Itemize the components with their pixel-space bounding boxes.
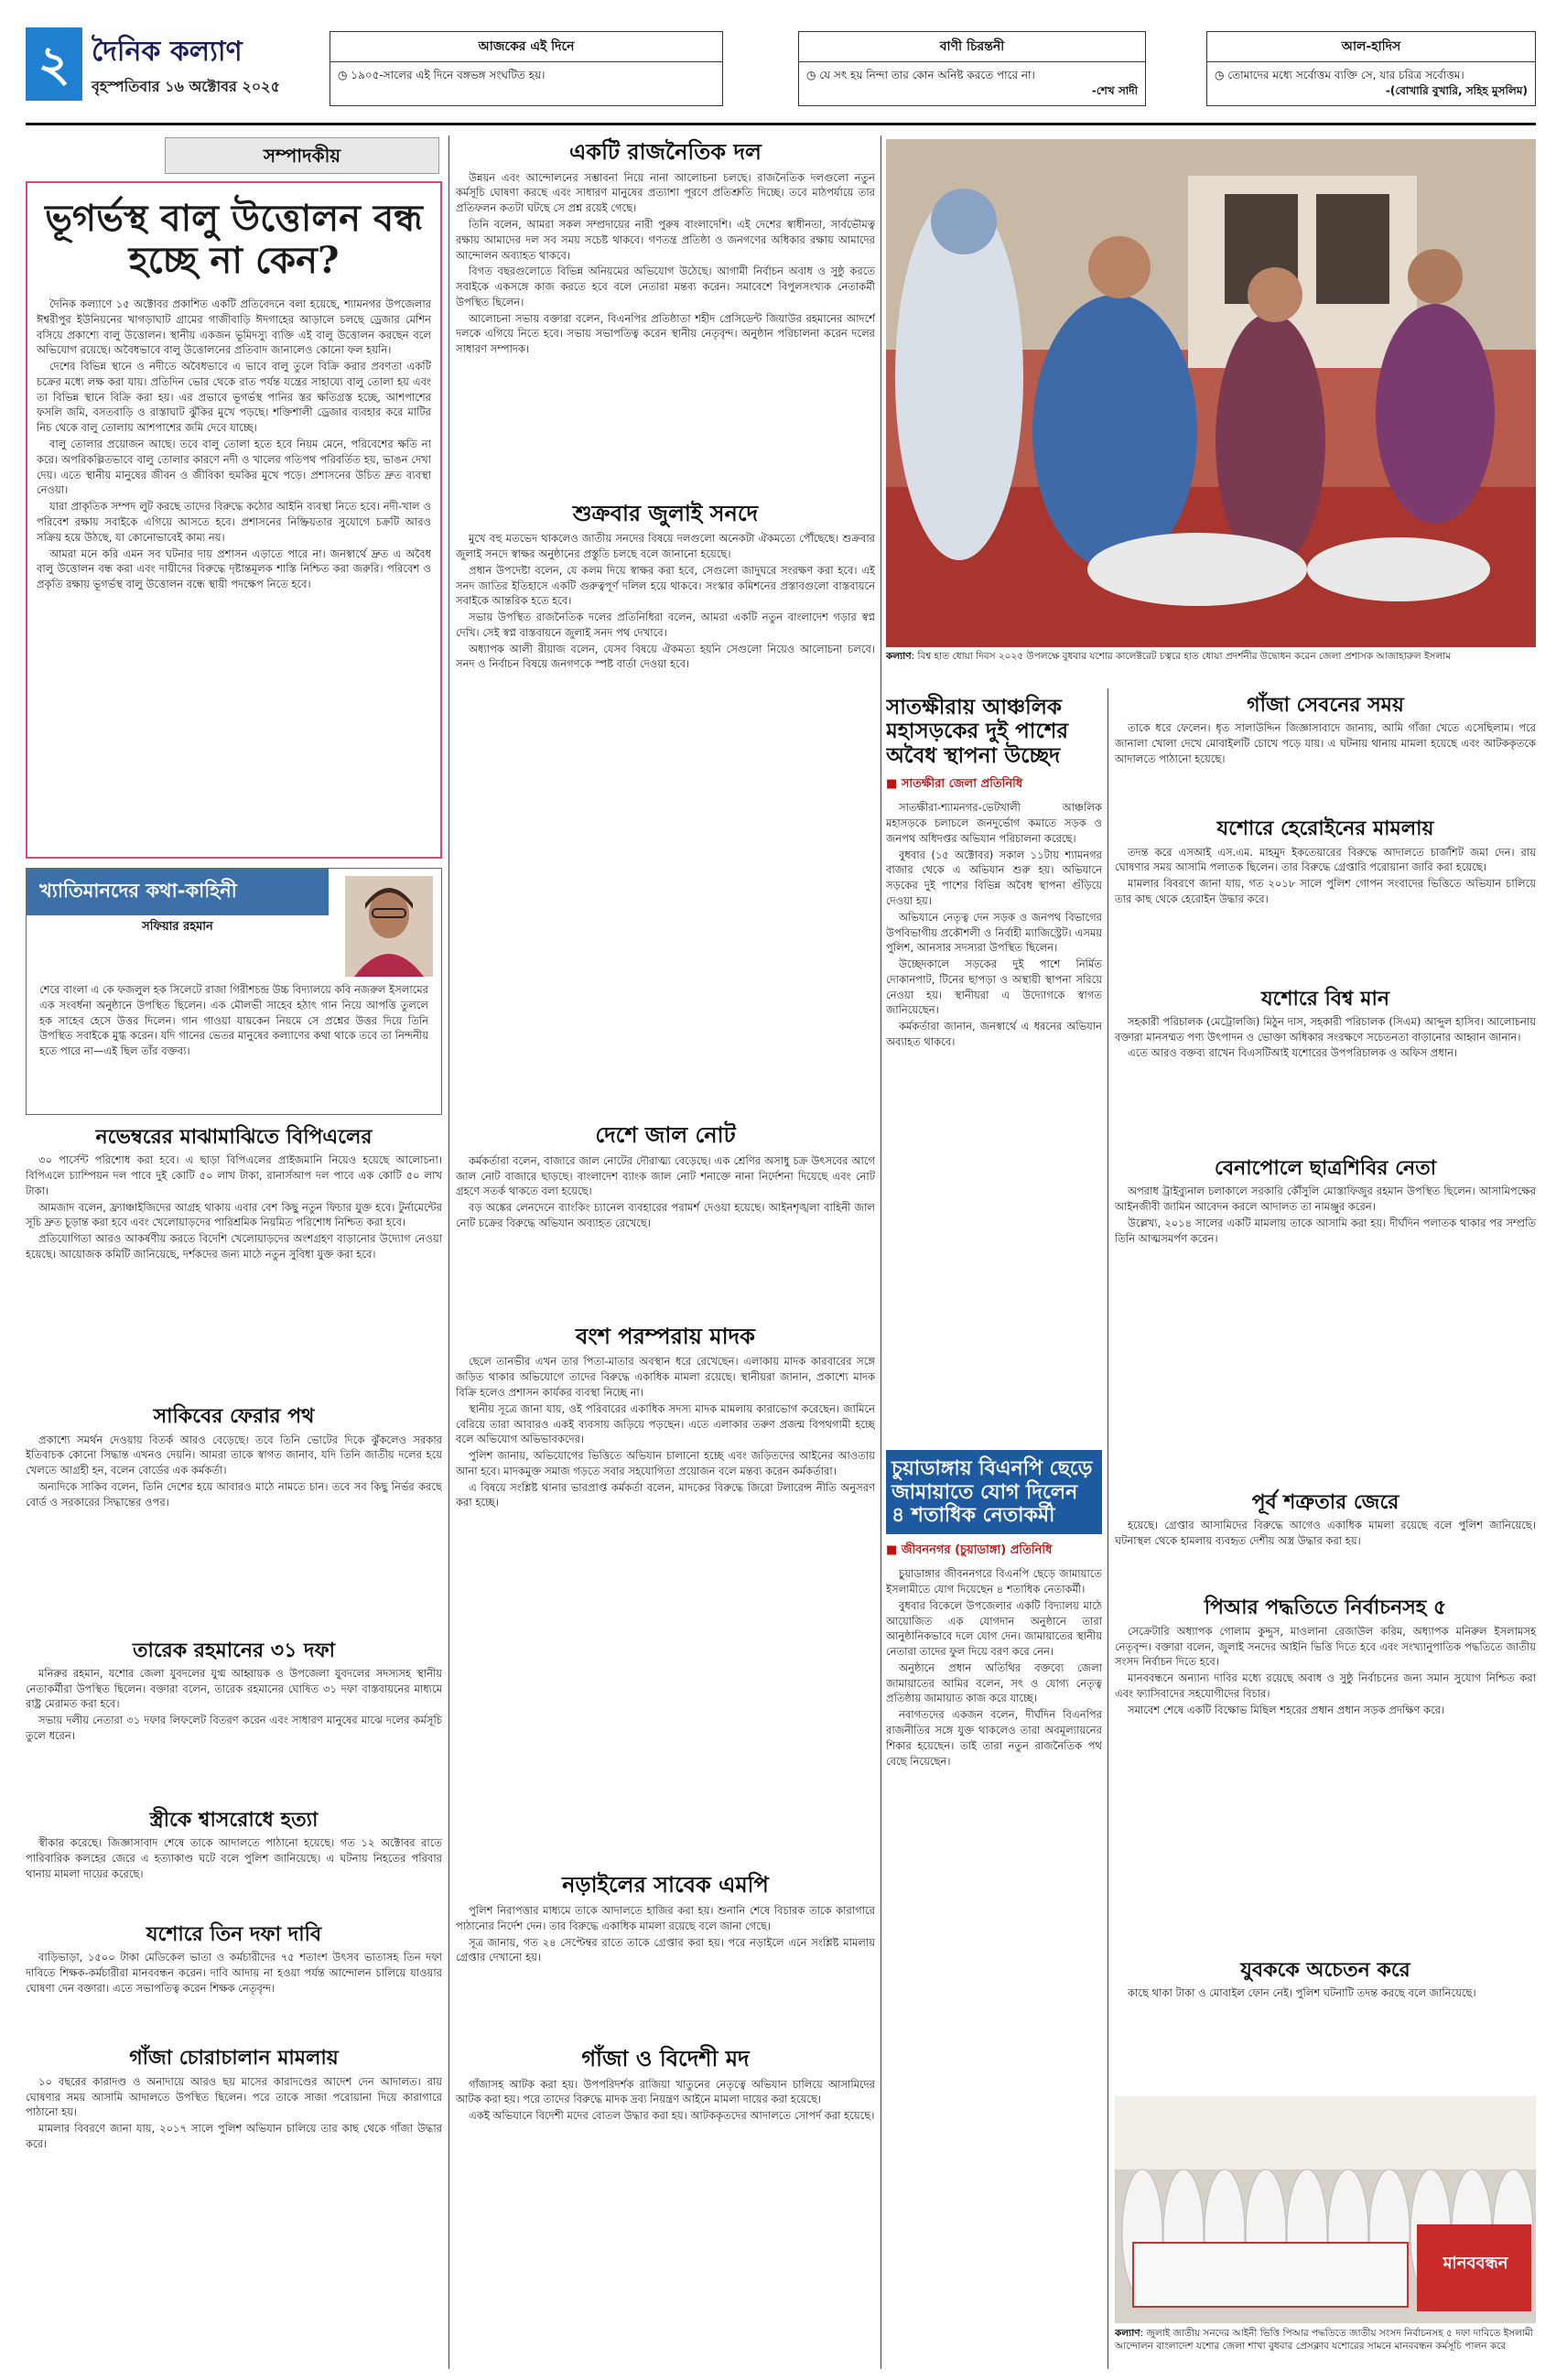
bullet-icon: ◷ (806, 69, 820, 81)
paragraph: মানববন্ধনে অন্যান্য দাবির মধ্যে রয়েছে অবাধ ও সুষ্ঠু নির্বাচনের জন্য সমান সুযোগ নিশ্চিত করা এবং ফ্যাসিবাদের সহযোগীদের বিচার। (1115, 1671, 1536, 1700)
article-title: যশোরে হেরোইনের মামলায় (1216, 817, 1434, 841)
article-body (1115, 1184, 1536, 1486)
second-body (886, 1566, 1102, 2225)
paragraph: প্রকাশ্যে সমর্থন দেওয়ায় বিতর্ক আরও বেড়েছে। তবে তিনি ভোটের দিকে ঝুঁকলেও সরকার ইতিবাচক কোনো সিদ্ধান্ত এখনও দেয়নি। আমরা তাকে স্বাগত জানাব, যদি তিনি জাতীয় দলের হয়ে খেলতে আগ্রহী হন, বলেন বোর্ডের এক কর্মকর্তা। (26, 1433, 442, 1477)
paragraph: উল্লেখ্য, ২০১৪ সালের একটি মামলায় তাকে আসামি করা হয়। দীর্ঘদিন পলাতক থাকার পর সম্প্রতি তিনি আত্মসমর্পণ করেন। (1115, 1216, 1536, 1245)
paragraph: মামলার বিবরণে জানা যায়, ২০১৭ সালে পুলিশ অভিযান চালিয়ে তার কাছ থেকে গাঁজা উদ্ধার করে। (26, 2122, 442, 2150)
article-title: যুবককে অচেতন করে (1240, 1957, 1410, 1982)
article-title: তারেক রহমানের ৩১ দফা (132, 1638, 336, 1662)
paragraph: অধ্যাপক আলী রীয়াজ বলেন, যেসব বিষয়ে ঐকমত্য হয়নি সেগুলো নিয়েও আলোচনা চলবে। সনদ ও নির্বাচন বিষয়ে জনগণকে স্পষ্ট বার্তা দেওয়া হবে। (456, 642, 875, 671)
column-box (26, 868, 442, 1115)
article-title: বংশ পরম্পরায় মাদক (576, 1322, 755, 1349)
paragraph: সাতক্ষীরা-শ্যামনগর-ভেটখালী আঞ্চলিক মহাসড়কে চলাচলে জনদুর্ভোগ কমাতে সড়ক ও জনপথ অধিদপ্তর অভিযান পরিচালনা করেছে। (886, 801, 1102, 845)
article-body (456, 2077, 875, 2214)
author-photo (345, 876, 433, 977)
paragraph: নবাগতদের একজন বলেন, দীর্ঘদিন বিএনপির রাজনীতির সঙ্গে যুক্ত থাকলেও তারা অবমূল্যায়নের শিকার হয়েছেন। তাই তারা নতুন রাজনৈতিক পথ বেছে নিয়েছেন। (886, 1708, 1102, 1768)
paragraph: দৈনিক কল্যাণে ১৫ অক্টোবর প্রকাশিত একটি প্রতিবেদনে বলা হয়েছে, শ্যামনগর উপজেলার ঈশ্বরীপুর ইউনিয়নের খাগড়াঘাট গ্রামের গাজীবাড়ি ঈদগাহের আড়ালে চলছে ড্রেজার মেশিন বসিয়ে প্রকাশ্যে বালু উত্তোলন। স্থানীয় একজন ভূমিদস্যু ব্যক্তি এই বালু উত্তোলন করছেন বলে অভিযোগ রয়েছে। অবৈধভাবে বালু উত্তোলনের প্রতিবাদ জানালেও কোনো ফল হয়নি। (37, 298, 431, 357)
paragraph: দেশের বিভিন্ন স্থানে ও নদীতে অবৈধভাবে এ ভাবে বালু তুলে বিক্রি করার প্রবণতা একটি চক্রের মধ্যে লক্ষ করা যায়। প্রতিদিন ভোর থেকে রাত পর্যন্ত যন্ত্রের সাহায্যে বালু তোলা হয় এবং তা বিভিন্ন স্থানে বিক্রি করা হয়। এর প্রভাবে ভূগর্ভস্থ পানির স্তর ক্ষতিগ্রস্ত হচ্ছে, আশপাশের ফসলি জমি, বসতবাড়ি ও রাস্তাঘাট ঝুঁকির মুখে পড়ছে। শক্তিশালী ড্রেজার ব্যবহার করে মাটির নিচ থেকে বালু তোলায় আশপাশের জমি দেবে যাচ্ছে। (37, 360, 431, 435)
paragraph: এতে আরও বক্তব্য রাখেন বিএসটিআই যশোরের উপপরিচালক ও অফিস প্রধান। (1128, 1046, 1458, 1060)
article-body (1115, 1518, 1536, 1591)
article-body (26, 2074, 442, 2184)
article-body (456, 1903, 875, 2040)
box-text: তোমাদের মধ্যে সর্বোত্তম ব্যক্তি সে, যার চরিত্র সর্বোত্তম। (1227, 69, 1464, 81)
column-divider (448, 135, 449, 2369)
paragraph: সভায় দলীয় নেতারা ৩১ দফার লিফলেট বিতরণ করেন এবং সাধারণ মানুষের মাঝে দলের কর্মসূচি তুলে ধরেন। (26, 1714, 442, 1743)
paragraph: অপরাধ ট্রাইব্যুনাল চলাকালে সরকারি কৌঁসুলি মোস্তাফিজুর রহমান উপস্থিত ছিলেন। আসামিপক্ষের আইনজীবী জামিন আবেদন করলে আদালত তা নামঞ্জুর করেন। (1115, 1185, 1536, 1213)
article-title: নভেম্বরের মাঝামাঝিতে বিপিএলের (95, 1125, 373, 1149)
paragraph: মামলার বিবরণে জানা যায়, গত ২০১৮ সালে পুলিশ গোপন সংবাদের ভিত্তিতে অভিযান চালিয়ে তার কাছ থেকে হেরোইন উদ্ধার করে। (1115, 877, 1536, 905)
paragraph: এ বিষয়ে সংশ্লিষ্ট থানার ভারপ্রাপ্ত কর্মকর্তা বলেন, মাদকের বিরুদ্ধে জিরো টলারেন্স নীতি অনুসরণ করা হচ্ছে। (456, 1480, 875, 1509)
article-title: বেনাপোলে ছাত্রশিবির নেতা (1214, 1155, 1437, 1180)
editorial-title: ভূগর্ভস্থ বালু উত্তোলন বন্ধ হচ্ছে না কেন? (45, 197, 423, 282)
editorial-body (37, 297, 431, 855)
article-title: শুক্রবার জুলাই সনদে (572, 499, 759, 526)
box-attribution: -শেখ সাদী (1091, 84, 1138, 98)
masthead-rule (26, 123, 1536, 125)
article-body (26, 1666, 442, 1803)
paragraph: প্রধান উপদেষ্টা বলেন, যে কলম দিয়ে স্বাক্ষর করা হবে, সেগুলো জাদুঘরে সংরক্ষণ করা হবে। এই সনদ জাতির ইতিহাসে একটি গুরুত্বপূর্ণ দলিল হয়ে থাকবে। সংস্কার কমিশনের প্রস্তাবগুলো বাস্তবায়নে সবাইকে আন্তরিক হতে হবে। (456, 563, 875, 608)
hadith-box (1206, 31, 1536, 106)
box-text: ১৯০৫-সালের এই দিনে বঙ্গভঙ্গ সংঘটিত হয়। (351, 69, 546, 81)
column-author: সফিয়ার রহমান (142, 920, 213, 934)
article-body (1115, 1014, 1536, 1152)
caption-text: : বিশ্ব হাত ধোয়া দিবস ২০২৫ উপলক্ষে বুধবার যশোর কালেক্টরেট চত্বরে হাত ধোয়া প্রদর্শনীর উদ্বোধন করেন জেলা প্রশাসক আজাহারুল ইসলাম (911, 651, 1452, 662)
article-title: গাঁজা চোরাচালান মামলায় (129, 2046, 339, 2071)
human-chain-photo (1115, 2096, 1536, 2323)
paragraph: স্বীকার করেছে। জিজ্ঞাসাবাদ শেষে তাকে আদালতে পাঠানো হয়েছে। গত ১২ অক্টোবর রাতে পারিবারিক কলহের জেরে এ হত্যাকাণ্ড ঘটে বলে পুলিশ জানিয়েছে। এ ঘটনায় নিহতের পরিবার থানায় মামলা দায়ের করেছে। (26, 1836, 442, 1880)
paragraph: পুলিশ নিরাপত্তার মাধ্যমে তাকে আদালতে হাজির করা হয়। শুনানি শেষে বিচারক তাকে কারাগারে পাঠানোর নির্দেশ দেন। তার বিরুদ্ধে একাধিক মামলা রয়েছে বলে জানা গেছে। (456, 1903, 875, 1932)
article-body (26, 1433, 442, 1634)
paragraph: অন্যদিকে সাকিব বলেন, তিনি দেশের হয়ে আবারও মাঠে নামতে চান। তবে সব কিছু নির্ভর করছে বোর্ড ও সরকারের সিদ্ধান্তের ওপর। (26, 1479, 442, 1509)
article-body (26, 1152, 442, 1400)
paragraph: পুলিশ জানায়, অভিযোগের ভিত্তিতে অভিযান চালানো হচ্ছে এবং জড়িতদের আইনের আওতায় আনা হবে। মাদকমুক্ত সমাজ গড়তে সবার সহযোগিতা প্রয়োজন বলে মন্তব্য করেন কর্মকর্তারা। (456, 1449, 875, 1477)
paragraph: উন্নয়ন এবং আন্দোলনের সম্ভাবনা নিয়ে নানা আলোচনা চলছে। রাজনৈতিক দলগুলো নতুন কর্মসূচি ঘোষণা করছে এবং সাধারণ মানুষের প্রত্যাশা পূরণে প্রতিশ্রুতি দিচ্ছে। তবে মাঠপর্যায়ে তার প্রতিফলন কতটা ঘটছে সে প্রশ্ন রয়েই গেছে। (456, 170, 875, 215)
paragraph: অনুষ্ঠানে প্রধান অতিথির বক্তব্যে জেলা জামায়াতের আমির বলেন, সৎ ও যোগ্য নেতৃত্ব প্রতিষ্ঠায় জামায়াত কাজ করে যাচ্ছে। (886, 1661, 1102, 1705)
paragraph: একই অভিযানে বিদেশী মদের বোতল উদ্ধার করা হয়। আটককৃতদের আদালতে সোপর্দ করা হয়েছে। (469, 2109, 875, 2123)
article-title: গাঁজা ও বিদেশী মদ (581, 2044, 750, 2072)
article-title: যশোরে বিশ্ব মান (1261, 986, 1389, 1011)
article-body (456, 531, 875, 1117)
box-title: আজকের এই দিনে (330, 32, 722, 62)
paragraph: আলোচনা সভায় বক্তারা বলেন, বিএনপির প্রতিষ্ঠাতা শহীদ প্রেসিডেন্ট জিয়াউর রহমানের আদর্শে দলকে এগিয়ে নিতে হবে। সভায় সভাপতিত্ব করেন স্থানীয় নেতৃবৃন্দ। অনুষ্ঠান পরিচালনা করেন দলের সাধারণ সম্পাদক। (456, 311, 875, 356)
paragraph: সমাবেশ শেষে একটি বিক্ষোভ মিছিল শহরের প্রধান প্রধান সড়ক প্রদক্ষিণ করে। (1128, 1703, 1445, 1716)
banner-text: মানববন্ধন (1443, 2254, 1508, 2273)
article-title: সাকিবের ফেরার পথ (153, 1404, 315, 1429)
article-body (1115, 720, 1536, 812)
quote-box (798, 31, 1146, 106)
editorial-box (26, 181, 442, 859)
clock-icon: ◷ (338, 69, 351, 81)
article-body (456, 1153, 875, 1318)
article-title: দেশে জাল নোট (595, 1121, 736, 1149)
paragraph: আমরা মনে করি এমন সব ঘটনার দায় প্রশাসন এড়াতে পারে না। জনস্বার্থে দ্রুত এ অবৈধ বালু উত্তোলন বন্ধ করা এবং দায়ীদের বিরুদ্ধে দৃষ্টান্তমূলক শাস্তি নিশ্চিত করা জরুরি। পরিবেশ ও প্রকৃতি রক্ষায় ভূগর্ভস্থ বালু উত্তোলন বন্ধে স্থায়ী পদক্ষেপ নিতে হবে। (37, 546, 431, 591)
lead-title: সাতক্ষীরায় আঞ্চলিক মহাসড়কের দুই পাশের অবৈধ স্থাপনা উচ্ছেদ (886, 695, 1068, 768)
paragraph: আমজাদ বলেন, ফ্র্যাঞ্চাইজিদের আগ্রহ থাকায় এবার বেশ কিছু নতুন ফিচার যুক্ত হবে। টুর্নামেন্টের সূচি দ্রুত চূড়ান্ত করা হবে এবং খেলোয়াড়দের পারিশ্রমিক নিয়মিত পরিশোধ নিশ্চিত করা হবে। (26, 1200, 442, 1229)
paragraph: তদন্ত করে এসআই এস.এম. মাহমুদ ইকতেয়ারের বিরুদ্ধে আদালতে চার্জশিট জমা দেন। রায় ঘোষণার সময় আসামি পলাতক ছিলেন। তার বিরুদ্ধে গ্রেপ্তারি পরোয়ানা জারি করা হয়েছে। (1115, 845, 1536, 874)
col1-articles (26, 1122, 442, 2367)
caption-text: : জুলাই জাতীয় সনদের আইনী ভিত্তি পিআর পদ্ধতিতে জাতীয় সংসদ নির্বাচনসহ ৫ দফা দাবিতে ইসলামী আন্দোলন বাংলাদেশ যশোর জেলা শাখা বুধবার প্রেসক্লাব যশোরের সামনে মানববন্ধন কর্মসূচি পালন করে (1115, 2328, 1533, 2353)
hand-washing-photo-image (886, 139, 1536, 647)
article-title: একটি রাজনৈতিক দল (569, 138, 762, 165)
author-avatar-icon (345, 876, 433, 977)
article-body (456, 170, 875, 495)
article-body (456, 1354, 875, 1866)
paragraph: প্রতিযোগিতা আরও আকর্ষণীয় করতে বিদেশি খেলোয়াড়দের অংশগ্রহণ বাড়ানোর উদ্যোগ নেওয়া হয়েছে। আয়োজক কমিটি জানিয়েছে, দর্শকদের জন্য মাঠে নতুন সুবিধা যুক্ত করা হবে। (26, 1232, 442, 1260)
paragraph: বুধবার বিকেলে উপজেলার একটি বিদ্যালয় মাঠে আয়োজিত এক যোগদান অনুষ্ঠানে তারা আনুষ্ঠানিকভাবে দলে যোগ দেন। জামায়াতের স্থানীয় নেতারা তাদের ফুল দিয়ে বরণ করে নেন। (886, 1598, 1102, 1659)
article-body (1115, 1985, 1536, 2022)
col3-articles (886, 688, 1102, 2354)
paragraph: মুখে বহু মতভেদ থাকলেও জাতীয় সনদের বিষয়ে দলগুলো অনেকটা ঐকমত্যে পৌঁছেছে। শুক্রবার জুলাই সনদে স্বাক্ষর অনুষ্ঠানের প্রস্তুতি চলছে বলে জানানো হয়েছে। (456, 532, 875, 560)
paragraph: স্থানীয় সূত্রে জানা যায়, ওই পরিবারের একাধিক সদস্য মাদক মামলায় কারাভোগ করেছেন। জামিনে বেরিয়ে তারা আবারও একই ব্যবসায় জড়িয়ে পড়ছেন। এতে এলাকার তরুণ প্রজন্ম বিপথগামী হচ্ছে বলে অভিযোগ অভিভাবকদের। (456, 1401, 875, 1446)
paragraph: ছেলে তানভীর এখন তার পিতা-মাতার অবস্থান ধরে রেখেছেন। এলাকায় মাদক কারবারের সঙ্গে জড়িত থাকার অভিযোগে তাদের বিরুদ্ধে একাধিক মামলা রয়েছে। স্থানীয়রা জানান, প্রকাশ্যে মাদক বিক্রি হলেও প্রশাসন কার্যকর ব্যবস্থা নিচ্ছে না। (456, 1355, 875, 1399)
paragraph: বালু তোলার প্রয়োজন আছে। তবে বালু তোলা হতে হবে নিয়ম মেনে, পরিবেশের ক্ষতি না করে। অপরিকল্পিতভাবে বালু তোলার কারণে নদী ও খালের গতিপথ পরিবর্তিত হয়, ভাঙন দেখা দেয়। এতে স্থানীয় মানুষের জীবন ও জীবিকা হুমকির মুখে পড়ে। প্রশাসনের উচিত দ্রুত ব্যবস্থা নেওয়া। (37, 438, 431, 497)
paragraph: বাড়িভাড়া, ১৫০০ টাকা মেডিকেল ভাতা ও কর্মচারীদের ৭৫ শতাংশ উৎসব ভাতাসহ তিন দফা দাবিতে শিক্ষক-কর্মচারীরা মানববন্ধন করেন। দাবি আদায় না হওয়া পর্যন্ত আন্দোলন চালিয়ে যাওয়ার ঘোষণা দেন বক্তারা। এতে সভাপতিত্ব করেন শিক্ষক নেতৃবৃন্দ। (26, 1951, 442, 1996)
second-title: চুয়াডাঙ্গায় বিএনপি ছেড়ে জামায়াতে যোগ দিলেন ৪ শতাধিক নেতাকর্মী (891, 1456, 1093, 1527)
article-title: গাঁজা সেবনের সময় (1247, 693, 1404, 717)
box-title: আল-হাদিস (1207, 32, 1535, 62)
column-title: খ্যাতিমানদের কথা-কাহিনী (27, 869, 329, 915)
paragraph: কর্মকর্তারা বলেন, বাজারে জাল নোটের দৌরাত্ম্য বেড়েছে। এক শ্রেণির অসাধু চক্র উৎসবের আগে জাল নোট বাজারে ছাড়ছে। বাংলাদেশ ব্যাংক জাল নোট শনাক্তে নানা নির্দেশনা দিয়েছে এবং নোট গ্রহণে সতর্ক থাকতে বলা হয়েছে। (456, 1153, 875, 1198)
article-title: যশোরে তিন দফা দাবি (146, 1922, 322, 1947)
paragraph: বড় অঙ্কের লেনদেনে ব্যাংকিং চ্যানেল ব্যবহারের পরামর্শ দেওয়া হয়েছে। আইনশৃঙ্খলা বাহিনী জাল নোট চক্রের বিরুদ্ধে অভিযান অব্যাহত রেখেছে। (456, 1201, 875, 1229)
box-attribution: -(বোখারি বুখারি, সহিহ মুসলিম) (1385, 84, 1528, 98)
paragraph: গাঁজাসহ আটক করা হয়। উপপরিদর্শক রাজিয়া খাতুনের নেতৃত্বে অভিযান চালিয়ে আসামিদের আটক করা হয়। পরে তাদের বিরুদ্ধে মাদক দ্রব্য নিয়ন্ত্রণ আইনে মামলা দায়ের করা হয়েছে। (456, 2077, 875, 2106)
article-body (1115, 845, 1536, 982)
paragraph: ১০ বছরের কারাদণ্ড ও অনাদায়ে আরও ছয় মাসের কারাদণ্ডের আদেশ দেন আদালত। রায় ঘোষণার সময় আসামি আদালতে উপস্থিত ছিলেন। পরে তাকে সাজা পরোয়ানা দিয়ে কারাগারে পাঠানো হয়। (26, 2074, 442, 2119)
editorial-section-label: সম্পাদকীয় (165, 137, 439, 174)
paragraph: সভায় উপস্থিত রাজনৈতিক দলের প্রতিনিধিরা বলেন, আমরা একটি নতুন বাংলাদেশ গড়ার স্বপ্ন দেখি। সেই স্বপ্ন বাস্তবায়নে জুলাই সনদ পথ দেখাবে। (456, 611, 875, 639)
paragraph: কর্মকর্তারা জানান, জনস্বার্থে এ ধরনের অভিযান অব্যাহত থাকবে। (886, 1020, 1102, 1049)
article-body (26, 1835, 442, 1918)
paragraph: মনিরুর রহমান, যশোর জেলা যুবদলের যুগ্ম আহ্বায়ক ও উপজেলা যুবদলের সদস্যসহ স্থানীয় নেতাকর্মীরা উপস্থিত ছিলেন। বক্তারা বলেন, তারেক রহমানের ঘোষিত ৩১ দফা বাস্তবায়নের মাধ্যমে রাষ্ট্র মেরামত করা হবে। (26, 1666, 442, 1711)
article-body (1115, 1624, 1536, 1953)
second-title-box (886, 1450, 1102, 1534)
second-byline: ■ জীবননগর (চুয়াডাঙ্গা) প্রতিনিধি (886, 1542, 1102, 1561)
issue-date: বৃহস্পতিবার ১৬ অক্টোবর ২০২৫ (92, 78, 280, 95)
bullet-icon: ◷ (1215, 69, 1228, 81)
lead-body (886, 800, 1102, 1441)
paragraph: তাকে ধরে ফেলেন। ধৃত সালাউদ্দিন জিজ্ঞাসাবাদে জানায়, আমি গাঁজা খেতে এসেছিলাম। পরে জানালা খোলা দেখে মোবাইলটি চোখে পড়ে যায়। এ ঘটনায় থানায় মামলা হয়েছে এবং আটককৃতকে আদালতে পাঠানো হয়েছে। (1115, 721, 1536, 765)
page-number: ২ (26, 27, 82, 101)
paragraph: সূত্র জানায়, গত ২৪ সেপ্টেম্বর রাতে তাকে গ্রেপ্তার করা হয়। পরে নড়াইলে এনে সংশ্লিষ্ট মামলায় গ্রেপ্তার দেখানো হয়। (456, 1935, 875, 1964)
column-text: শেরে বাংলা এ কে ফজলুল হক সিলেটে রাজা গিরীশচন্দ্র উচ্চ বিদ্যালয়ে কবি নজরুল ইসলামের এক সংবর্ধনা অনুষ্ঠানে উপস্থিত ছিলেন। এক মৌলভী সাহেব হঠাৎ গান নিয়ে আপত্তি তুললে হক সাহেব হেসে উত্তর দিলেন। গান গাওয়া যায়কেন নিয়মে সে প্রশ্নের উত্তর দিয়ে তিনি উপস্থিত সবাইকে মুগ্ধ করেন। যদি গানের ভেতর মানুষের কল্যাণের কথা থাকে তবে তা নিন্দনীয় হতে পারে না—এই ছিল তাঁর বক্তব্য। (39, 983, 428, 1058)
today-in-history-box (330, 31, 723, 106)
paragraph: সেক্রেটারি অধ্যাপক গোলাম কুদ্দুস, মাওলানা রেজাউল করিম, অধ্যাপক মনিরুল ইসলামসহ নেতৃবৃন্দ। বক্তারা বলেন, জুলাই সনদের আইনি ভিত্তি দিতে হবে এবং সংখ্যানুপাতিক পদ্ধতিতে জাতীয় সংসদ নির্বাচন দিতে হবে। (1115, 1624, 1536, 1669)
paragraph: হয়েছে। গ্রেপ্তার আসামিদের বিরুদ্ধে আগেও একাধিক মামলা রয়েছে বলে পুলিশ জানিয়েছে। ঘটনাস্থল থেকে হামলায় ব্যবহৃত দেশীয় অস্ত্র উদ্ধার করা হয়। (1115, 1519, 1536, 1548)
paragraph: বিগত বছরগুলোতে বিভিন্ন অনিয়মের অভিযোগ উঠেছে। আগামী নির্বাচন অবাধ ও সুষ্ঠু করতে সবাইকে একসঙ্গে কাজ করতে হবে বলে নেতারা মন্তব্য করেন। সমাবেশে বিপুলসংখ্যক নেতাকর্মী উপস্থিত ছিলেন। (456, 265, 875, 308)
hand-washing-photo (886, 139, 1536, 647)
paragraph: চুয়াডাঙ্গার জীবননগরে বিএনপি ছেড়ে জামায়াতে ইসলামীতে যোগ দিয়েছেন ৪ শতাধিক নেতাকর্মী। (886, 1567, 1102, 1596)
caption-label: কল্যাণ (886, 651, 912, 662)
article-title: পিআর পদ্ধতিতে নির্বাচনসহ ৫ (1204, 1596, 1447, 1620)
article-body (26, 1950, 442, 2041)
paragraph: কাছে থাকা টাকা ও মোবাইল ফোন নেই। পুলিশ ঘটনাটি তদন্ত করছে বলে জানিয়েছে। (1128, 1986, 1476, 2000)
human-chain-photo-image (1115, 2096, 1536, 2323)
lead-byline: ■ সাতক্ষীরা জেলা প্রতিনিধি (886, 775, 1102, 795)
paragraph: অভিযানে নেতৃত্ব দেন সড়ক ও জনপথ বিভাগের উপবিভাগীয় প্রকৌশলী ও নির্বাহী ম্যাজিস্ট্রেট। এসময় পুলিশ, আনসার সদস্যরা উপস্থিত ছিলেন। (886, 910, 1102, 955)
paragraph: উচ্ছেদকালে সড়কের দুই পাশে নির্মিত দোকানপাট, টিনের ছাপড়া ও অস্থায়ী স্থাপনা সরিয়ে নেওয়া হয়। স্থানীয়রা এ উদ্যোগকে স্বাগত জানিয়েছেন। (886, 957, 1102, 1017)
caption-label: কল্যাণ (1115, 2328, 1140, 2339)
paragraph: তিনি বলেন, আমরা সকল সম্প্রদায়ের নারী পুরুষ বাংলাদেশি। এই দেশের স্বাধীনতা, সার্বভৌমত্ব রক্ষায় আমাদের দল সব সময় সচেষ্ট থাকবে। গণতন্ত্র প্রতিষ্ঠা ও জনগণের অধিকার রক্ষায় আমাদের আন্দোলন অব্যাহত থাকবে। (456, 217, 875, 262)
box-text: যে সৎ হয় নিন্দা তার কোন অনিষ্ট করতে পারে না। (819, 69, 1035, 81)
col2-articles (456, 135, 875, 2369)
col4-articles (1115, 688, 1536, 2089)
article-title: পূর্ব শত্রুতার জেরে (1251, 1490, 1399, 1515)
paper-name: দৈনিক কল্যাণ (92, 36, 243, 68)
box-title: বাণী চিরন্তনী (799, 32, 1145, 62)
paragraph: বুধবার (১৫ অক্টোবর) সকাল ১১টায় শ্যামনগর বাজার থেকে এ অভিযান শুরু হয়। অভিযানে সড়কের দুই পাশের বিভিন্ন অবৈধ স্থাপনা গুঁড়িয়ে দেওয়া হয়। (886, 848, 1102, 907)
bottom-photo-caption (1115, 2327, 1536, 2373)
article-title: নড়াইলের সাবেক এমপি (562, 1871, 769, 1899)
paragraph: যারা প্রাকৃতিক সম্পদ লুট করছে তাদের বিরুদ্ধে কঠোর আইনি ব্যবস্থা নিতে হবে। নদী-খাল ও পরিবেশ রক্ষায় সবাইকে এগিয়ে আসতে হবে। প্রশাসনের নিষ্ক্রিয়তার সুযোগে চক্রটি আরও সক্রিয় হয়ে উঠছে, যা কোনোভাবেই কাম্য নয়। (37, 500, 431, 544)
paragraph: ৩০ পার্সেন্ট পরিশোধ করা হবে। এ ছাড়া বিপিএলের প্রাইজমানি নিয়েও হয়েছে আলোচনা। বিপিএলে চ্যাম্পিয়ন দল পাবে দুই কোটি ৫০ লাখ টাকা, রানার্সআপ দল পাবে এক কোটি ৫০ লাখ টাকা। (26, 1153, 442, 1197)
photo-caption (886, 650, 1536, 681)
article-title: স্ত্রীকে শ্বাসরোধে হত্যা (149, 1807, 319, 1832)
paragraph: সহকারী পরিচালক (মেট্রোলজি) মিঠুন দাস, সহকারী পরিচালক (সিএম) আব্দুল হাসিব। আলোচনায় বক্তারা মানসম্মত পণ্য উৎপাদন ও ভোক্তা অধিকার সংরক্ষণে সচেতনতা বাড়ানোর আহ্বান জানান। (1115, 1014, 1536, 1044)
